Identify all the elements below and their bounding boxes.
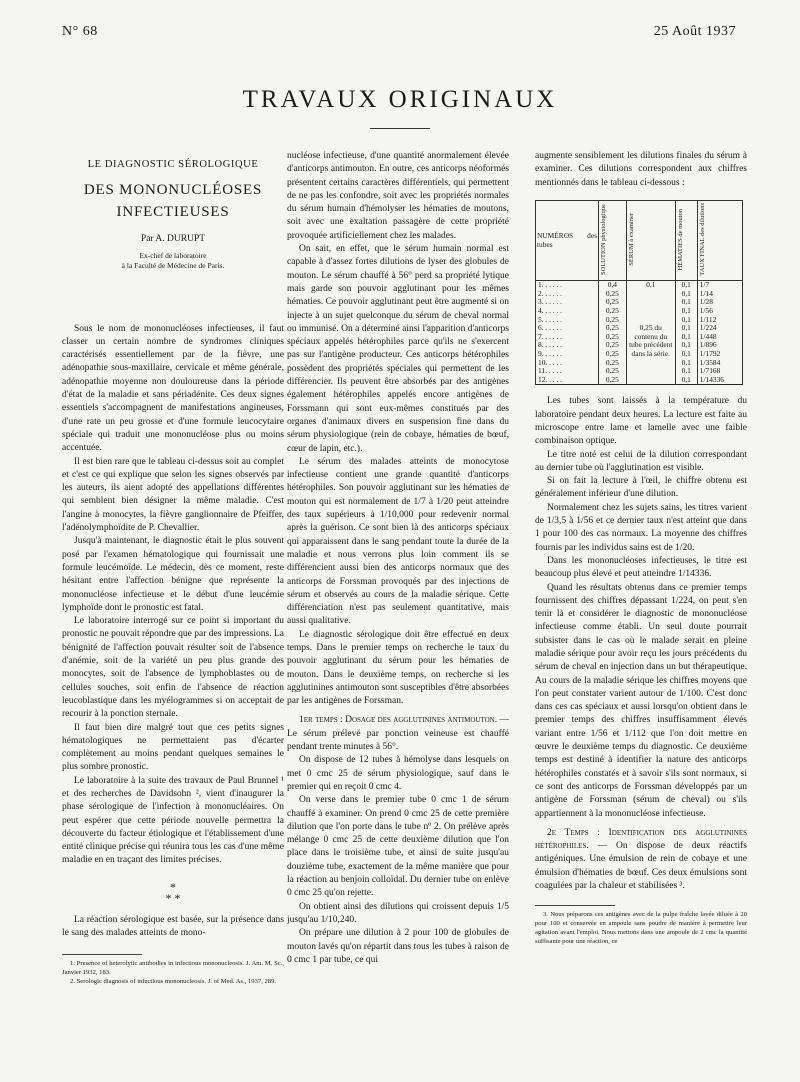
separator-bottom: * * (165, 890, 181, 905)
header-final-dilution (697, 200, 742, 280)
cell-hematies: 0,1 (675, 298, 697, 307)
cell-tube-number: 6. . . . . . (536, 324, 599, 333)
cell-solution: 0,25 (599, 350, 627, 359)
cell-tube-number: 4. . . . . . (536, 307, 599, 316)
paragraph: Sous le nom de mononucléoses infectieuses, il faut classer un certain nombre de syndromes cliniques caractérisés essentiellement par de la fièvre, une adénopathie sous-maxillaire, cervicale et même générale, adénopathie moyenne non douloureuse dans la période d'état de la maladie et sans périadénite. Ces deux signes essentiels s'accompagnent de manifestations angineuses, d'une rate un peu grosse et d'une formule leucocytaire spéciale qui traduit une mononucléose plus ou moins accentuée. (62, 323, 284, 454)
paragraph: augmente sensiblement les dilutions finales du sérum à examiner. Ces dilutions correspondent aux chiffres mentionnés dans le tableau ci-dessous : (535, 151, 747, 188)
cell-final-dilution: 1/7168 (697, 367, 742, 376)
article-title-line-1: LE DIAGNOSTIC SÉROLOGIQUE (87, 159, 259, 170)
cell-serum (626, 290, 675, 299)
header-tube-number: NUMÉROS des tubes (536, 200, 599, 280)
header-solution (599, 200, 627, 280)
header-serum-label: SÉRUM à examiner (627, 212, 635, 266)
paragraph: On prépare une dilution à 2 pour 100 de globules de mouton lavés qu'on répartit dans tous les tubes à raison de 0 cmc 1 par tube, ce qui (287, 928, 509, 965)
paragraph: On dispose de 12 tubes à hémolyse dans lesquels on met 0 cmc 25 de sérum physiologique, sauf dans le premier qui en reçoit 0 cmc 4. (287, 755, 509, 792)
paragraph: Dans les mononucléoses infectieuses, le titre est beaucoup plus élevé et peut atteindre 1/14336. (535, 555, 747, 580)
cell-hematies: 0,1 (675, 281, 697, 290)
cell-solution: 0,25 (599, 359, 627, 368)
header-final-dilution-label: TAUX FINAL des dilutions (698, 202, 706, 276)
footnote-2: 2. Serologic diagnosis of infectious mononucleosis. J. of Med. As., 1937, 289. (70, 978, 277, 986)
cell-final-dilution: 1/896 (697, 341, 742, 350)
cell-solution: 0,25 (599, 367, 627, 376)
cell-tube-number: 9. . . . . . (536, 350, 599, 359)
article-title-line-2: DES MONONUCLÉOSES (83, 182, 263, 199)
cell-tube-number: 2. . . . . . (536, 290, 599, 299)
footnotes (62, 959, 284, 986)
paragraph: Le titre noté est celui de la dilution correspondant au dernier tube où l'agglutination est visible. (535, 449, 747, 473)
cell-final-dilution: 1/14336 (697, 376, 742, 385)
cell-final-dilution: 1/1792 (697, 350, 742, 359)
cell-solution: 0,25 (599, 333, 627, 342)
paragraph: Quand les résultats obtenus dans ce premier temps fournissent des chiffres dépassant 1/224, on peut s'en tenir là et considérer le diagnostic de mononucléose infectieuse comme établi. Un seul doute pourrait subsister dans le cas où le malade serait en pleine maladie sérique pour avoir reçu les jours précédents du sérum de cheval en injection dans un but thérapeutique. Au cours de la maladie sérique les chiffres moyens que l'on peut constater varient autour de 1/100. C'est donc dans ces cas spéciaux et aussi lorsqu'on obtient dans le premier temps des chiffres insuffisamment élevés variant entre 1/56 et 1/112 que l'on doit mettre en œuvre le deuxième temps du diagnostic. Ce deuxième temps est destiné à identifier la nature des anticorps hétérophiles constatés et à savoir s'ils sont normaux, si ce sont des anticorps de Forssman développés par un antigène de Forssman (sérum de cheval) ou s'ils appartiennent à la mononucléose infectieuse. (535, 582, 747, 819)
author-byline: Par A. DURUPT (140, 234, 206, 245)
paragraph: Le diagnostic sérologique doit être effectué en deux temps. Dans le premier temps on recherche le taux du pouvoir agglutinant du sérum pour les hématies de mouton. Dans le deuxième temps, on recherche si les agglutinines antimouton sont susceptibles d'être absorbées par les antigènes de Forssman. (287, 629, 509, 707)
cell-final-dilution: 1/56 (697, 307, 742, 316)
footnote-1: 1. Presence of heterolytic antibodies in infectious mononucleosis. J. Am. M. Sc., Janvier 1932, 183. (62, 960, 284, 977)
cell-tube-number: 7. . . . . . (536, 333, 599, 342)
header-serum (626, 200, 675, 280)
paragraph: Normalement chez les sujets sains, les titres varient de 1/3,5 à 1/56 et ce dernier taux n'est atteint que dans 1 pour 100 des cas normaux. La moyenne des chiffres fournis par les individus sains est de 1/20. (535, 502, 747, 553)
step-1-heading: 1er temps : Dosage des agglutinines antimouton. (299, 715, 498, 726)
paragraph: nucléose infectieuse, d'une quantité anormalement élevée d'anticorps antimouton. En outre, ces anticorps néoformés présentent certains caractères différentiels, qui permettent de ne pas les confondre, soit avec les propriétés normales du sérum humain d'hémolyser les hématies de moutons, soit avec une exaltation passagère de cette propriété provoquée artificiellement chez les malades. (287, 151, 509, 241)
issue-date: 25 Août 1937 (653, 24, 736, 39)
cell-tube-number: 1. . . . . . (536, 281, 599, 290)
footnote-rule (535, 905, 615, 906)
step-2-heading: 2e Temps : Identification des agglutinines hétérophiles. (535, 827, 747, 852)
cell-hematies: 0,1 (675, 316, 697, 325)
cell-hematies: 0,1 (675, 307, 697, 316)
cell-final-dilution: 1/112 (697, 316, 742, 325)
title-rule (370, 128, 430, 129)
header-solution-label: SOLUTION physiologique (600, 203, 607, 275)
column-2 (287, 150, 509, 967)
paragraph: Les tubes sont laissés à la température du laboratoire pendant deux heures. La lecture est faite au microscope entre lame et lamelle avec une faible combinaison optique. (535, 396, 747, 447)
step-1-text: — Le sérum prélevé par ponction veineuse est chauffé pendant trente minutes à 56°. (287, 715, 510, 753)
column-1 (62, 150, 284, 986)
paragraph: Le sérum des malades atteints de monocytose infectieuse contient une grande quantité d'anticorps hétérophiles. Son pouvoir agglutinant sur les hématies de mouton qui est normalement de 1/7 à 1/20 peut atteindre des taux supérieurs à 1/10,000 pour redevenir normal après la guérison. Ce sont bien là des anticorps spéciaux qui apparaissent dans le sang pendant toute la durée de la maladie et nous verrons plus loin comment ils se différencient aussi bien des anticorps normaux que des anticorps de Forssman provoqués par des injections de sérum et observés au cours de la maladie sérique. Cette différenciation n'est pas seulement quantitative, mais aussi qualitative. (287, 456, 509, 627)
cell-tube-number: 3. . . . . . (536, 298, 599, 307)
cell-hematies: 0,1 (675, 376, 697, 385)
cell-serum-rest: 0,25 du contenu du tube précédent dans la série. (626, 298, 675, 384)
step-paragraph (287, 714, 509, 754)
cell-final-dilution: 1/7 (697, 281, 742, 290)
cell-solution: 0,25 (599, 324, 627, 333)
article-title-line-3: INFECTIEUSES (116, 204, 230, 221)
header-hematies (675, 200, 697, 280)
cell-final-dilution: 1/14 (697, 290, 742, 299)
table-body (536, 281, 743, 385)
cell-tube-number: 11. . . . . (536, 367, 599, 376)
column-3 (535, 150, 747, 946)
paragraph: Jusqu'à maintenant, le diagnostic était le plus souvent posé par l'examen hématologique qui fournissait une formule leucémoïde. Le médecin, dès ce moment, reste hésitant entre l'affection bénigne que représente la mononucléose infectieuse et le début d'une leucémie lymphoïde dont le pronostic est fatal. (62, 536, 284, 613)
cell-tube-number: 5. . . . . . (536, 316, 599, 325)
dilution-table (535, 200, 743, 385)
affiliation-line-1: Ex-chef de laboratoire (139, 250, 207, 260)
cell-tube-number: 10. . . . . (536, 359, 599, 368)
footnote-rule (62, 954, 142, 955)
section-title: TRAVAUX ORIGINAUX (242, 86, 558, 113)
cell-solution: 0,25 (599, 290, 627, 299)
cell-solution: 0,4 (599, 281, 627, 290)
author-affiliation (62, 251, 284, 271)
issue-number: N° 68 (62, 24, 98, 39)
cell-final-dilution: 1/224 (697, 324, 742, 333)
cell-hematies: 0,1 (675, 324, 697, 333)
paragraph: On sait, en effet, que le sérum humain normal est capable à d'assez fortes dilutions de lyser des globules de mouton. Le sérum chauffé à 56° perd sa propriété lytique mais garde son pouvoir agglutinant pour les mêmes hématies. Ce pouvoir agglutinant peut être augmenté si on injecte à un sujet quelconque du sérum de cheval normal ou immunisé. On a déterminé ainsi l'apparition d'anticorps spéciaux appelés hétérophiles parce qu'ils ne s'exercent pas sur l'antigène producteur. Ces anticorps hétérophiles possèdent des propriétés spéciales qui permettent de les différencier. Ils peuvent être absorbés par des antigènes également hétérophiles appelés encore antigènes de Forssmann qui sont eux-mêmes constitués par des organes d'animaux divers en suspension fine dans du sérum physiologique (rein de cobaye, hématies de bœuf, cœur de lapin, etc.). (287, 244, 509, 454)
paragraph: On obtient ainsi des dilutions qui croissent depuis 1/5 jusqu'au 1/10,240. (287, 901, 509, 925)
cell-solution: 0,25 (599, 316, 627, 325)
step-2-text: — On dispose de deux réactifs antigéniques. Une émulsion de rein de cobaye et une émulsion d'hématies de bœuf. Ces deux émulsions sont coagulées par la chaleur et stabilisées ³. (535, 841, 747, 892)
footnote-3: 3. Nous préparons ces antigènes avec de la pulpe fraîche lavée diluée à 20 pour 100 et conservée en ampoule sans poudre de manière à permettre leur agitation avant l'emploi. Nous mettons dans une ampoule de 2 cmc la quantité suffisante pour une réaction, ce (535, 911, 747, 946)
paragraph: Il faut bien dire malgré tout que ces petits signes hématologiques ne permettaient pas d'écarter complètement au moins pendant quelques semaines le plus sombre pronostic. (62, 722, 284, 773)
cell-final-dilution: 1/28 (697, 298, 742, 307)
cell-hematies: 0,1 (675, 367, 697, 376)
step-paragraph (535, 827, 747, 893)
paragraph: On verse dans le premier tube 0 cmc 1 de sérum chauffé à examiner. On prend 0 cmc 25 de cette première dilution que l'on porte dans le tube nº 2. On prélève après mélange 0 cmc 25 de cette deuxième dilution que l'on place dans le troisième tube, et ainsi de suite jusqu'au douzième tube, exactement de la même manière que pour la réaction au benjoin colloïdal. Du dernier tube on enlève 0 cmc 25 qu'on rejette. (287, 795, 509, 899)
separator-top: * (170, 879, 176, 894)
cell-final-dilution: 1/448 (697, 333, 742, 342)
affiliation-line-2: à la Faculté de Médecine de Paris. (121, 260, 225, 270)
cell-solution: 0,25 (599, 341, 627, 350)
header-hematies-label: HÉMATIES de mouton (676, 208, 684, 270)
cell-final-dilution: 1/3584 (697, 359, 742, 368)
paragraph: Si on fait la lecture à l'œil, le chiffre obtenu est généralement inférieur d'une dilution. (535, 476, 747, 500)
paragraph: Le laboratoire à la suite des travaux de Paul Brunnel ¹ et des recherches de Davidsohn ², vient d'inaugurer la phase sérologique de l'infection à mononucléaires. On peut espérer que cette période nouvelle permettra la découverte du facteur étiologique et l'établissement d'une entité clinique précise qui réunira tous les cas d'une même maladie en en traçant des limites précises. (62, 775, 284, 866)
cell-tube-number: 8. . . . . . (536, 341, 599, 350)
cell-hematies: 0,1 (675, 341, 697, 350)
cell-solution: 0,25 (599, 298, 627, 307)
cell-hematies: 0,1 (675, 359, 697, 368)
cell-solution: 0,25 (599, 307, 627, 316)
footnotes (535, 910, 747, 946)
section-separator (62, 879, 284, 905)
cell-tube-number: 12. . . . . (536, 376, 599, 385)
paragraph: Il est bien rare que le tableau ci-dessus soit au complet et c'est ce qui explique que selon les signes observés par les auteurs, ils aient adopté des appellations différentes qui semblent bien désigner la même maladie. C'est l'angine à monocytes, la fièvre ganglionnaire de Pfeiffer, l'adénolymphoïdite de P. Chevallier. (62, 456, 284, 534)
cell-hematies: 0,1 (675, 333, 697, 342)
paragraph: La réaction sérologique est basée, sur la présence dans le sang des malades atteints de mono- (62, 914, 284, 939)
paragraph: Le laboratoire interrogé sur ce point si important du pronostic ne pouvait répondre que par des impressions. La bénignité de l'affection pouvait résulter soit de l'absence d'anémie, soit de la variété un peu plus grande des monocytes, soit de l'absence de lymphoblastes ou de cellules souches, soit enfin de l'absence de réaction leucoblastique dans les myélogrammes si on acceptait de recourir à la ponction sternale. (62, 616, 284, 720)
cell-hematies: 0,1 (675, 290, 697, 299)
cell-serum: 0,1 (626, 281, 675, 290)
cell-hematies: 0,1 (675, 350, 697, 359)
cell-solution: 0,25 (599, 376, 627, 385)
